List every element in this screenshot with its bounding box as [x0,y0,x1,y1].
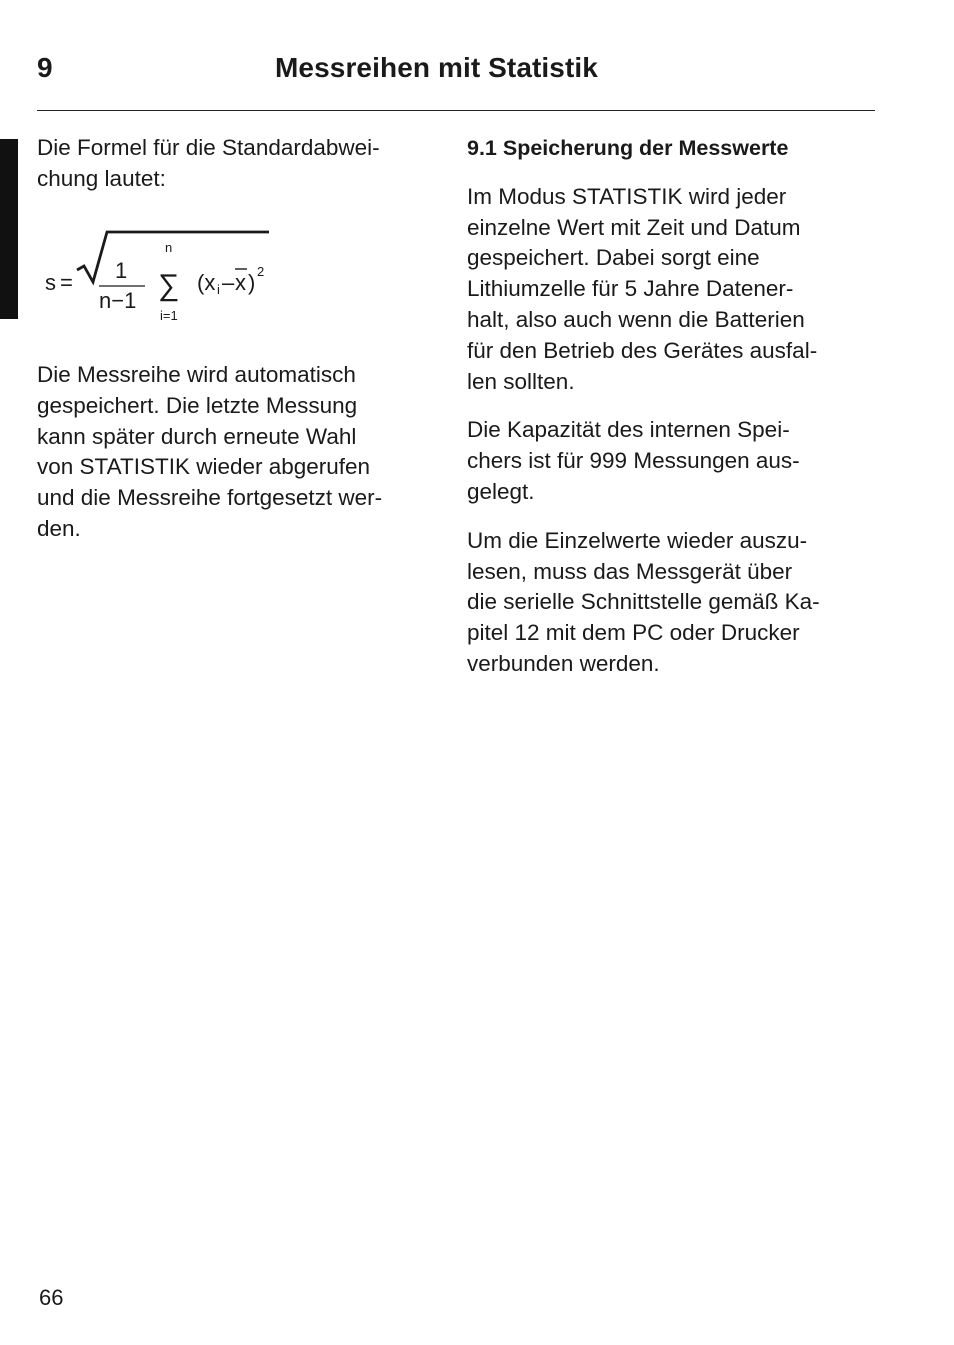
formula-equals: = [60,270,73,295]
sum-lower-limit: i=1 [160,308,178,323]
chapter-number: 9 [37,52,53,83]
term-close: ) [248,270,256,295]
page-number: 66 [39,1285,64,1310]
formula-intro: Die Formel für die Standardabwei- chung lautet: [37,135,380,191]
chapter-title: Messreihen mit Statistik [275,52,598,83]
right-column [467,133,877,680]
formula-denominator: n−1 [99,288,137,313]
chapter-header [37,50,875,111]
section-heading: 9.1 Speicherung der Messwerte [467,136,789,160]
left-column-paragraph [37,360,437,545]
sum-upper-limit: n [165,240,173,255]
left-column [37,133,437,195]
term-xbar: x [235,270,246,295]
sum-symbol: ∑ [158,269,180,302]
term-minus: – [222,270,235,295]
term-exponent: 2 [257,264,265,279]
chapter-thumb-tab [0,139,18,319]
body-paragraph: Die Kapazität des internen Spei- chers ist für 999 Messungen aus- gelegt. [467,417,800,504]
standard-deviation-formula [37,224,297,334]
term-subscript: i [217,282,220,297]
formula-numerator: 1 [115,258,128,283]
formula-lhs: s [45,270,56,295]
term-open: (x [197,270,216,295]
body-paragraph: Die Messreihe wird automatisch gespeichert. Die letzte Messung kann später durch erneute Wahl von STATISTIK wieder abgerufen und die Messreihe fortgesetzt wer- den. [37,362,383,541]
body-paragraph: Im Modus STATISTIK wird jeder einzelne Wert mit Zeit und Datum gespeichert. Dabei sorgt eine Lithiumzelle für 5 Jahre Datener- halt, also auch wenn die Batterien für den Betrieb des Gerätes ausfal- len sollten. [467,183,818,394]
body-paragraph: Um die Einzelwerte wieder auszu- lesen, muss das Messgerät über die serielle Schnittstelle gemäß Ka- pitel 12 mit dem PC oder Drucker verbunden werden. [467,527,820,676]
